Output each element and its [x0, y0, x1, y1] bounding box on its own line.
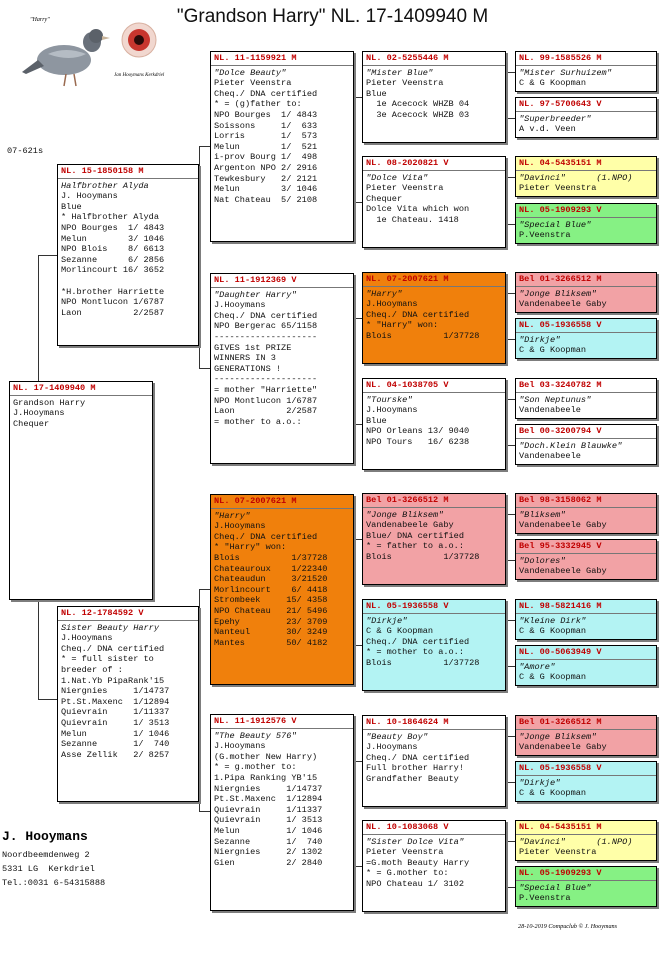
card-line: NPO Orleans 13/ 9040 [366, 426, 470, 437]
card-line: Nanteul 30/ 3249 [214, 627, 328, 638]
pigeon-name: "Special Blue" [519, 219, 592, 230]
ring-number: NL. 11-1159921 M [211, 53, 353, 66]
pedigree-card-g6 [515, 318, 657, 359]
card-line: 1.Pipa Ranking YB'15 [214, 772, 318, 783]
ring-number: Bel 01-3266512 M [363, 495, 505, 508]
card-line: Lorris 1/ 573 [214, 131, 318, 142]
pedigree-card-ds [210, 494, 354, 685]
card-line: NPO Bourges 1/ 4843 [214, 109, 318, 120]
pigeon-name: "Amore" [519, 661, 556, 672]
card-line: Epehy 23/ 3709 [214, 616, 328, 627]
connector-line [506, 736, 515, 737]
card-line: Blois 1/37728 [214, 552, 328, 563]
pigeon-name: "Harry" [214, 510, 251, 521]
card-line: * = father to a.o.: [366, 541, 464, 552]
pigeon-name: "Harry" [366, 288, 403, 299]
card-line: = mother to a.o.: [214, 416, 302, 427]
card-line [61, 276, 195, 287]
card-line: GENERATIONS ! [214, 363, 282, 374]
card-line: Blois 1/37728 [366, 657, 480, 668]
pigeon-name: Halfbrother Alyda [61, 180, 149, 191]
card-line: Asse Zellik 2/ 8257 [61, 749, 170, 760]
pigeon-name: Sister Beauty Harry [61, 622, 159, 633]
connector-line [506, 445, 515, 446]
card-line: Gien 2/ 2840 [214, 857, 323, 868]
card-line: * "Harry" won: [366, 320, 439, 331]
card-line: WINNERS IN 3 [214, 353, 276, 364]
connector-line [506, 293, 515, 294]
card-line: Vandenabeele Gaby [519, 742, 607, 753]
connector-line [506, 782, 515, 783]
ring-number: NL. 10-1083068 V [363, 822, 505, 835]
card-line: C & G Koopman [519, 672, 587, 683]
pigeon-logo [18, 12, 178, 102]
card-line: Vandenabeele Gaby [519, 566, 607, 577]
connector-line [354, 539, 362, 540]
pedigree-card-g16 [515, 866, 657, 907]
ring-number: NL. 11-1912369 V [211, 275, 353, 288]
ring-number: NL. 02-5255446 M [363, 53, 505, 66]
pigeon-name: "Dirkje" [366, 615, 408, 626]
card-line: Niergnies 1/14737 [61, 686, 170, 697]
pedigree-card-dss [362, 493, 506, 585]
card-line: NPO Chateau 1/ 3102 [366, 878, 464, 889]
ring-number: NL. 99-1585526 M [516, 53, 656, 66]
connector-line [354, 761, 355, 866]
pedigree-card-g4 [515, 203, 657, 244]
card-line: J.Hooymans [366, 742, 418, 753]
connector-line [506, 514, 507, 560]
pedigree-card-ddd [362, 820, 506, 912]
connector-line [354, 202, 362, 203]
pedigree-card-g13 [515, 715, 657, 756]
pedigree-card-g7 [515, 378, 657, 419]
card-line: J.Hooymans [366, 405, 418, 416]
pigeon-name: "Tourske" [366, 394, 413, 405]
connector-line [506, 177, 507, 224]
card-line: Melun 1/ 521 [214, 141, 318, 152]
pigeon-name: "Dirkje" [519, 334, 561, 345]
pedigree-card-dsd [362, 599, 506, 691]
card-line: =G.moth Beauty Harry [366, 857, 470, 868]
pedigree-card-subject [9, 381, 153, 600]
connector-line [506, 841, 515, 842]
connector-line [506, 118, 515, 119]
card-line: Blois 1/37728 [366, 551, 480, 562]
card-line: Vandenabeele [519, 405, 581, 416]
breeder-address-line: 5331 LG Kerkdriel [2, 864, 95, 874]
ring-number: NL. 05-1936558 V [363, 601, 505, 614]
card-line: breeder of : [61, 664, 123, 675]
pedigree-card-g11 [515, 599, 657, 640]
card-line: C & G Koopman [519, 626, 587, 637]
pedigree-card-g8 [515, 424, 657, 465]
breeder-phone: Tel.:0031 6-54315888 [2, 878, 106, 888]
breeder-address-line: Noordbeemdenweg 2 [2, 850, 90, 860]
ring-number: NL. 00-5063949 V [516, 647, 656, 660]
card-line: Full brother Harry! [366, 763, 464, 774]
card-line: Chateaudun 3/21520 [214, 574, 328, 585]
connector-line [506, 887, 515, 888]
pigeon-name: "Daughter Harry" [214, 289, 297, 300]
card-line: Pieter Veenstra [366, 78, 444, 89]
ring-number: NL. 98-5821416 M [516, 601, 656, 614]
pedigree-code: 07-621s [7, 146, 44, 156]
card-line: C & G Koopman [519, 78, 587, 89]
card-line: Soissons 1/ 633 [214, 120, 318, 131]
card-line: Vandenabeele Gaby [519, 520, 607, 531]
pedigree-card-g14 [515, 761, 657, 802]
card-line: Chequer [13, 418, 50, 429]
card-line: Pieter Veenstra [519, 847, 597, 858]
pigeon-name: "Kleine Dirk" [519, 615, 587, 626]
pedigree-card-dds [362, 715, 506, 807]
connector-line [506, 560, 515, 561]
connector-line [506, 620, 515, 621]
pigeon-name: "Dolce Beauty" [214, 67, 287, 78]
ring-number: Bel 00-3200794 V [516, 426, 656, 439]
ring-number: Bel 01-3266512 M [516, 717, 656, 730]
connector-line [199, 589, 200, 811]
card-line: Vandenabeele Gaby [366, 520, 454, 531]
card-line: Quievrain 1/11337 [214, 804, 323, 815]
card-line: J.Hooymans [61, 633, 113, 644]
pigeon-name: "Mister Blue" [366, 67, 434, 78]
card-line: * = mother to a.o.: [366, 647, 464, 658]
connector-line [506, 339, 515, 340]
card-line: Niergnies 2/ 1302 [214, 847, 323, 858]
card-line: C & G Koopman [519, 345, 587, 356]
card-line: Melun 3/ 1046 [61, 233, 165, 244]
card-line: NPO Tours 16/ 6238 [366, 436, 470, 447]
pigeon-name: "Jonge Bliksem" [366, 509, 444, 520]
pigeon-name: "Dirkje" [519, 777, 561, 788]
ring-number: Bel 98-3158062 M [516, 495, 656, 508]
connector-line [38, 600, 39, 700]
card-line: Quievrain 1/ 3513 [61, 717, 170, 728]
ring-number: Bel 01-3266512 M [516, 274, 656, 287]
connector-line [506, 72, 507, 118]
pedigree-card-sd [210, 273, 354, 464]
card-line: J.Hooymans [13, 408, 65, 419]
pedigree-card-g3 [515, 156, 657, 197]
card-line: 1e Chateau. 1418 [366, 214, 459, 225]
connector-line [506, 399, 507, 445]
card-line: * = full sister to [61, 654, 154, 665]
card-line: NPO Bourges 1/ 4843 [61, 222, 165, 233]
card-line: Blue/ DNA certified [366, 530, 464, 541]
ring-number: NL. 07-2007621 M [211, 496, 353, 509]
connector-line [38, 699, 57, 700]
ring-number: NL. 05-1936558 V [516, 763, 656, 776]
connector-line [506, 620, 507, 666]
pedigree-card-ssd [362, 156, 506, 248]
pigeon-name: "Dolce Vita" [366, 172, 428, 183]
ring-number: Bel 95-3332945 V [516, 541, 656, 554]
card-line: Melun 3/ 1046 [214, 184, 318, 195]
card-line: Pt.St.Maxenc 1/12894 [61, 696, 170, 707]
connector-line [199, 589, 210, 590]
ring-number: NL. 12-1784592 V [58, 608, 198, 621]
card-line: Grandson Harry [13, 397, 86, 408]
connector-line [199, 811, 210, 812]
card-line: Cheq./ DNA certified [366, 636, 470, 647]
card-line: i-prov Bourg 1/ 498 [214, 152, 318, 163]
pedigree-card-sss [362, 51, 506, 143]
card-line: 3e Acecock WHZB 03 [366, 109, 470, 120]
card-line: NPO Chateau 21/ 5496 [214, 605, 328, 616]
card-line: Mantes 50/ 4182 [214, 637, 328, 648]
card-line: Pieter Veenstra [366, 183, 444, 194]
card-line: J. Hooymans [61, 191, 118, 202]
card-line: *H.brother Harriette [61, 286, 165, 297]
pigeon-name: "Bliksem" [519, 509, 566, 520]
pedigree-card-dam [57, 606, 199, 802]
connector-line [506, 841, 507, 887]
card-line: Blue [366, 88, 387, 99]
connector-line [38, 255, 39, 381]
connector-line [354, 318, 362, 319]
card-line: Argenton NPO 2/ 2916 [214, 162, 318, 173]
connector-line [354, 645, 362, 646]
pedigree-card-sire [57, 164, 199, 346]
card-line: Chateauroux 1/22340 [214, 563, 328, 574]
connector-line [354, 866, 362, 867]
pedigree-card-dd [210, 714, 354, 911]
pigeon-name: "Jonge Bliksem" [519, 731, 597, 742]
pedigree-card-g12 [515, 645, 657, 686]
card-line: C & G Koopman [366, 626, 434, 637]
card-line: Pieter Veenstra [366, 847, 444, 858]
ring-number: NL. 04-5435151 M [516, 158, 656, 171]
card-line: Morlincourt 6/ 4418 [214, 584, 328, 595]
connector-line [506, 736, 507, 782]
breeder-name: J. Hooymans [2, 829, 88, 844]
card-line: Pieter Veenstra [214, 78, 292, 89]
pedigree-card-g9 [515, 493, 657, 534]
card-line: * = G.mother to: [366, 868, 449, 879]
card-line: GIVES 1st PRIZE [214, 342, 292, 353]
pigeon-name: "Son Neptunus" [519, 394, 592, 405]
card-line: NPO Bergerac 65/1158 [214, 321, 318, 332]
connector-line [354, 97, 355, 202]
pigeon-name: "The Beauty 576" [214, 730, 297, 741]
card-line: -------------------- [214, 374, 318, 385]
connector-line [506, 224, 515, 225]
card-line: * = (g)father to: [214, 99, 302, 110]
connector-line [354, 97, 362, 98]
card-line: Cheq./ DNA certified [214, 88, 318, 99]
ring-number: NL. 10-1864624 M [363, 717, 505, 730]
card-line: Cheq./ DNA certified [366, 309, 470, 320]
pigeon-name: "Doch.Klein Blauwke" [519, 440, 623, 451]
connector-line [354, 761, 362, 762]
card-line: NPO Montlucon 1/6787 [214, 395, 318, 406]
card-line: = mother "Harriette" [214, 384, 318, 395]
pigeon-name: "Davinci" (1.NPO) [519, 172, 633, 183]
ring-number: NL. 05-1936558 V [516, 320, 656, 333]
card-line: Melun 1/ 1046 [61, 728, 170, 739]
ring-number: Bel 03-3240782 M [516, 380, 656, 393]
ring-number: NL. 04-1038705 V [363, 380, 505, 393]
card-line: Grandfather Beauty [366, 773, 459, 784]
pigeon-name: "Dolores" [519, 555, 566, 566]
logo-bird-name: "Harry" [30, 17, 50, 23]
pedigree-card-sds [362, 272, 506, 364]
card-line: Quievrain 1/ 3513 [214, 815, 323, 826]
connector-line [354, 424, 362, 425]
card-line: Cheq./ DNA certified [61, 643, 165, 654]
connector-line [506, 514, 515, 515]
card-line: J.Hooymans [214, 521, 266, 532]
pedigree-card-g1 [515, 51, 657, 92]
pedigree-card-g15 [515, 820, 657, 861]
card-line: Cheq./ DNA certified [214, 531, 318, 542]
card-line: J.Hooymans [366, 299, 418, 310]
ring-number: NL. 17-1409940 M [10, 383, 152, 396]
card-line: Cheq./ DNA certified [366, 752, 470, 763]
card-line: Cheq./ DNA certified [214, 310, 318, 321]
connector-line [199, 146, 210, 147]
card-line: Tewkesbury 2/ 2121 [214, 173, 318, 184]
pedigree-card-g5 [515, 272, 657, 313]
card-line: Vandenabeele Gaby [519, 299, 607, 310]
card-line: Sezanne 6/ 2856 [61, 254, 165, 265]
connector-line [506, 399, 515, 400]
card-line: Sezanne 1/ 740 [61, 739, 170, 750]
card-line: Laon 2/2587 [61, 307, 165, 318]
card-line: Pt.St.Maxenc 1/12894 [214, 794, 323, 805]
card-line: A v.d. Veen [519, 124, 576, 135]
connector-line [506, 177, 515, 178]
card-line: J.Hooymans [214, 300, 266, 311]
card-line: Chequer [366, 193, 403, 204]
card-line: (G.mother New Harry) [214, 751, 318, 762]
card-line: Dolce Vita which won [366, 204, 470, 215]
card-line: 1.Nat.Yb PipaRank'15 [61, 675, 165, 686]
card-line: Strombeek 15/ 4358 [214, 595, 328, 606]
pedigree-card-g2 [515, 97, 657, 138]
pedigree-card-g10 [515, 539, 657, 580]
card-line: Sezanne 1/ 740 [214, 836, 323, 847]
pigeon-name: "Davinci" (1.NPO) [519, 836, 633, 847]
card-line: * = g.mother to: [214, 762, 297, 773]
page-title: "Grandson Harry" NL. 17-1409940 M [176, 6, 489, 27]
ring-number: NL. 04-5435151 M [516, 822, 656, 835]
card-line: 1e Acecock WHZB 04 [366, 99, 470, 110]
card-line: Pieter Veenstra [519, 183, 597, 194]
card-line: Morlincourt 16/ 3652 [61, 265, 165, 276]
ring-number: NL. 15-1850158 M [58, 166, 198, 179]
connector-line [38, 255, 57, 256]
connector-line [199, 368, 210, 369]
card-line: C & G Koopman [519, 788, 587, 799]
card-line: J.Hooymans [214, 741, 266, 752]
card-line: * Halfbrother Alyda [61, 212, 159, 223]
pigeon-name: "Jonge Bliksem" [519, 288, 597, 299]
pigeon-name: "Beauty Boy" [366, 731, 428, 742]
logo-brand-text: Jan Hooymans Kerkdriel [114, 73, 165, 78]
ring-number: NL. 05-1909293 V [516, 205, 656, 218]
card-line: NPO Montlucon 1/6787 [61, 297, 165, 308]
connector-line [506, 72, 515, 73]
pigeon-name: "Superbreeder" [519, 113, 592, 124]
card-line: Blue [61, 201, 82, 212]
card-line: P.Veenstra [519, 893, 571, 904]
ring-number: NL. 97-5700643 V [516, 99, 656, 112]
card-line: Melun 1/ 1046 [214, 825, 323, 836]
ring-number: NL. 07-2007621 M [363, 274, 505, 287]
pigeon-name: "Special Blue" [519, 882, 592, 893]
card-line: * "Harry" won: [214, 542, 287, 553]
card-line: Blue [366, 415, 387, 426]
connector-line [354, 318, 355, 424]
pigeon-name: "Mister Surhuizem" [519, 67, 612, 78]
card-line: Vandenabeele [519, 451, 581, 462]
card-line: P.Veenstra [519, 230, 571, 241]
pedigree-card-sdd [362, 378, 506, 470]
card-line: Quievrain 1/11337 [61, 707, 170, 718]
card-line: -------------------- [214, 331, 318, 342]
ring-number: NL. 05-1909293 V [516, 868, 656, 881]
card-line: Nat Chateau 5/ 2108 [214, 194, 318, 205]
connector-line [506, 293, 507, 339]
connector-line [506, 666, 515, 667]
card-line: NPO Blois 8/ 6613 [61, 244, 165, 255]
card-line: Niergnies 1/14737 [214, 783, 323, 794]
card-line: Blois 1/37728 [366, 330, 480, 341]
footer-credit: 28-10-2019 Compuclub © J. Hooymans [518, 923, 618, 930]
connector-line [354, 539, 355, 645]
pedigree-card-ss [210, 51, 354, 242]
pigeon-name: "Sister Dolce Vita" [366, 836, 464, 847]
card-line: Laon 2/2587 [214, 406, 318, 417]
ring-number: NL. 08-2020821 V [363, 158, 505, 171]
ring-number: NL. 11-1912576 V [211, 716, 353, 729]
connector-line [199, 146, 200, 368]
